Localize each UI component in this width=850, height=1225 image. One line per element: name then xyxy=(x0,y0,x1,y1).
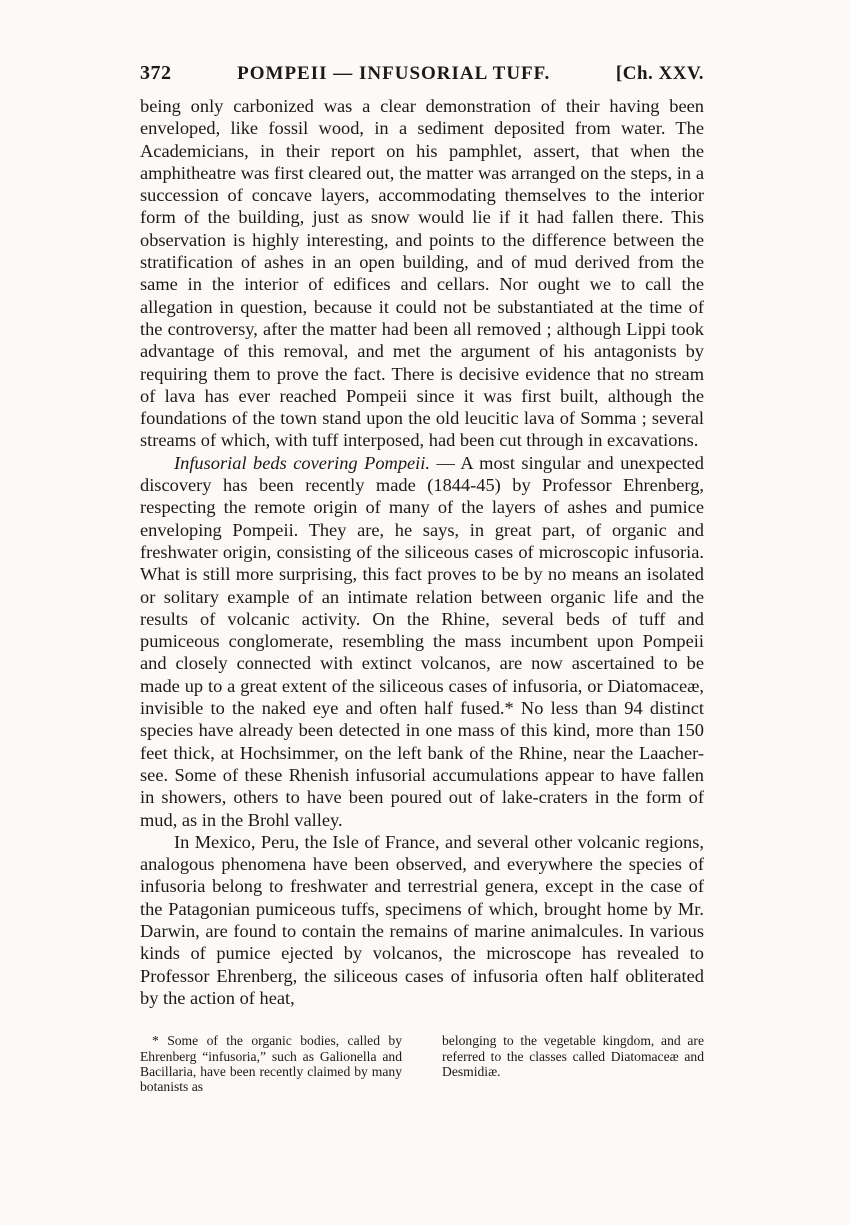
page-number: 372 xyxy=(140,62,172,84)
paragraph-1: being only carbonized was a clear demonstration of their having been enveloped, like fossil wood, in a sediment deposited from water. The Academicians, in their report on his pamphlet, assert, that when the amphitheatre was first cleared out, the matter was arranged on the steps, in a succession of concave layers, accommodating themselves to the interior form of the building, just as snow would lie if it had fallen there. This observation is highly interesting, and points to the difference between the stratification of ashes in an open building, and of mud derived from the same in the interior of edifices and cellars. Nor ought we to call the allegation in question, because it could not be substantiated at the time of the controversy, after the matter had been all removed ; although Lippi took advantage of this removal, and met the argument of his antagonists by requiring them to prove the fact. There is decisive evidence that no stream of lava has ever reached Pompeii since it was first built, although the foundations of the town stand upon the old leucitic lava of Somma ; several streams of which, with tuff interposed, had been cut through in excavations. xyxy=(140,96,704,451)
body-text xyxy=(140,95,704,1009)
section-title: Infusorial beds covering Pompeii. xyxy=(174,452,430,473)
paragraph-3: In Mexico, Peru, the Isle of France, and several other volcanic regions, analogous phenomena have been observed, and everywhere the species of infusoria belong to freshwater and terrestrial genera, except in the case of the Patagonian pumiceous tuffs, specimens of which, brought home by Mr. Darwin, are found to contain the remains of marine animalcules. In various kinds of pumice ejected by volcanos, the microscope has revealed to Professor Ehrenberg, the siliceous cases of infusoria often half obliterated by the action of heat, xyxy=(140,831,704,1008)
footnote-column-2: belonging to the vegetable kingdom, and are referred to the classes called Diatomaceæ and Desmidiæ. xyxy=(442,1033,704,1079)
running-head xyxy=(140,62,704,85)
chapter-reference: [Ch. XXV. xyxy=(615,63,704,84)
paragraph-2 xyxy=(140,452,704,831)
footnote-column-1: * Some of the organic bodies, called by Ehrenberg “infusoria,” such as Galionella and Bacillaria, have been recently claimed by many botanists as xyxy=(140,1033,402,1095)
paragraph-2-text: — A most singular and unexpected discovery has been recently made (1844-45) by Professor Ehrenberg, respecting the remote origin of many of the layers of ashes and pumice enveloping Pompeii. They are, he says, in great part, of organic and freshwater origin, consisting of the siliceous cases of microscopic infusoria. What is still more surprising, this fact proves to be by no means an isolated or solitary example of an intimate relation between organic life and the results of volcanic activity. On the Rhine, several beds of tuff and pumiceous conglomerate, resembling the mass incumbent upon Pompeii and closely connected with extinct volcanos, are now ascertained to be made up to a great extent of the siliceous cases of infusoria, or Diatomaceæ, invisible to the naked eye and often half fused.* No less than 94 distinct species have already been detected in one mass of this kind, more than 150 feet thick, at Hochsimmer, on the left bank of the Rhine, near the Laacher-see. Some of these Rhenish infusorial accumulations appear to have fallen in showers, others to have been poured out of lake-craters in the form of mud, as in the Brohl valley. xyxy=(140,452,704,830)
running-title: POMPEII — INFUSORIAL TUFF. xyxy=(237,63,551,84)
footnote xyxy=(140,1033,704,1095)
